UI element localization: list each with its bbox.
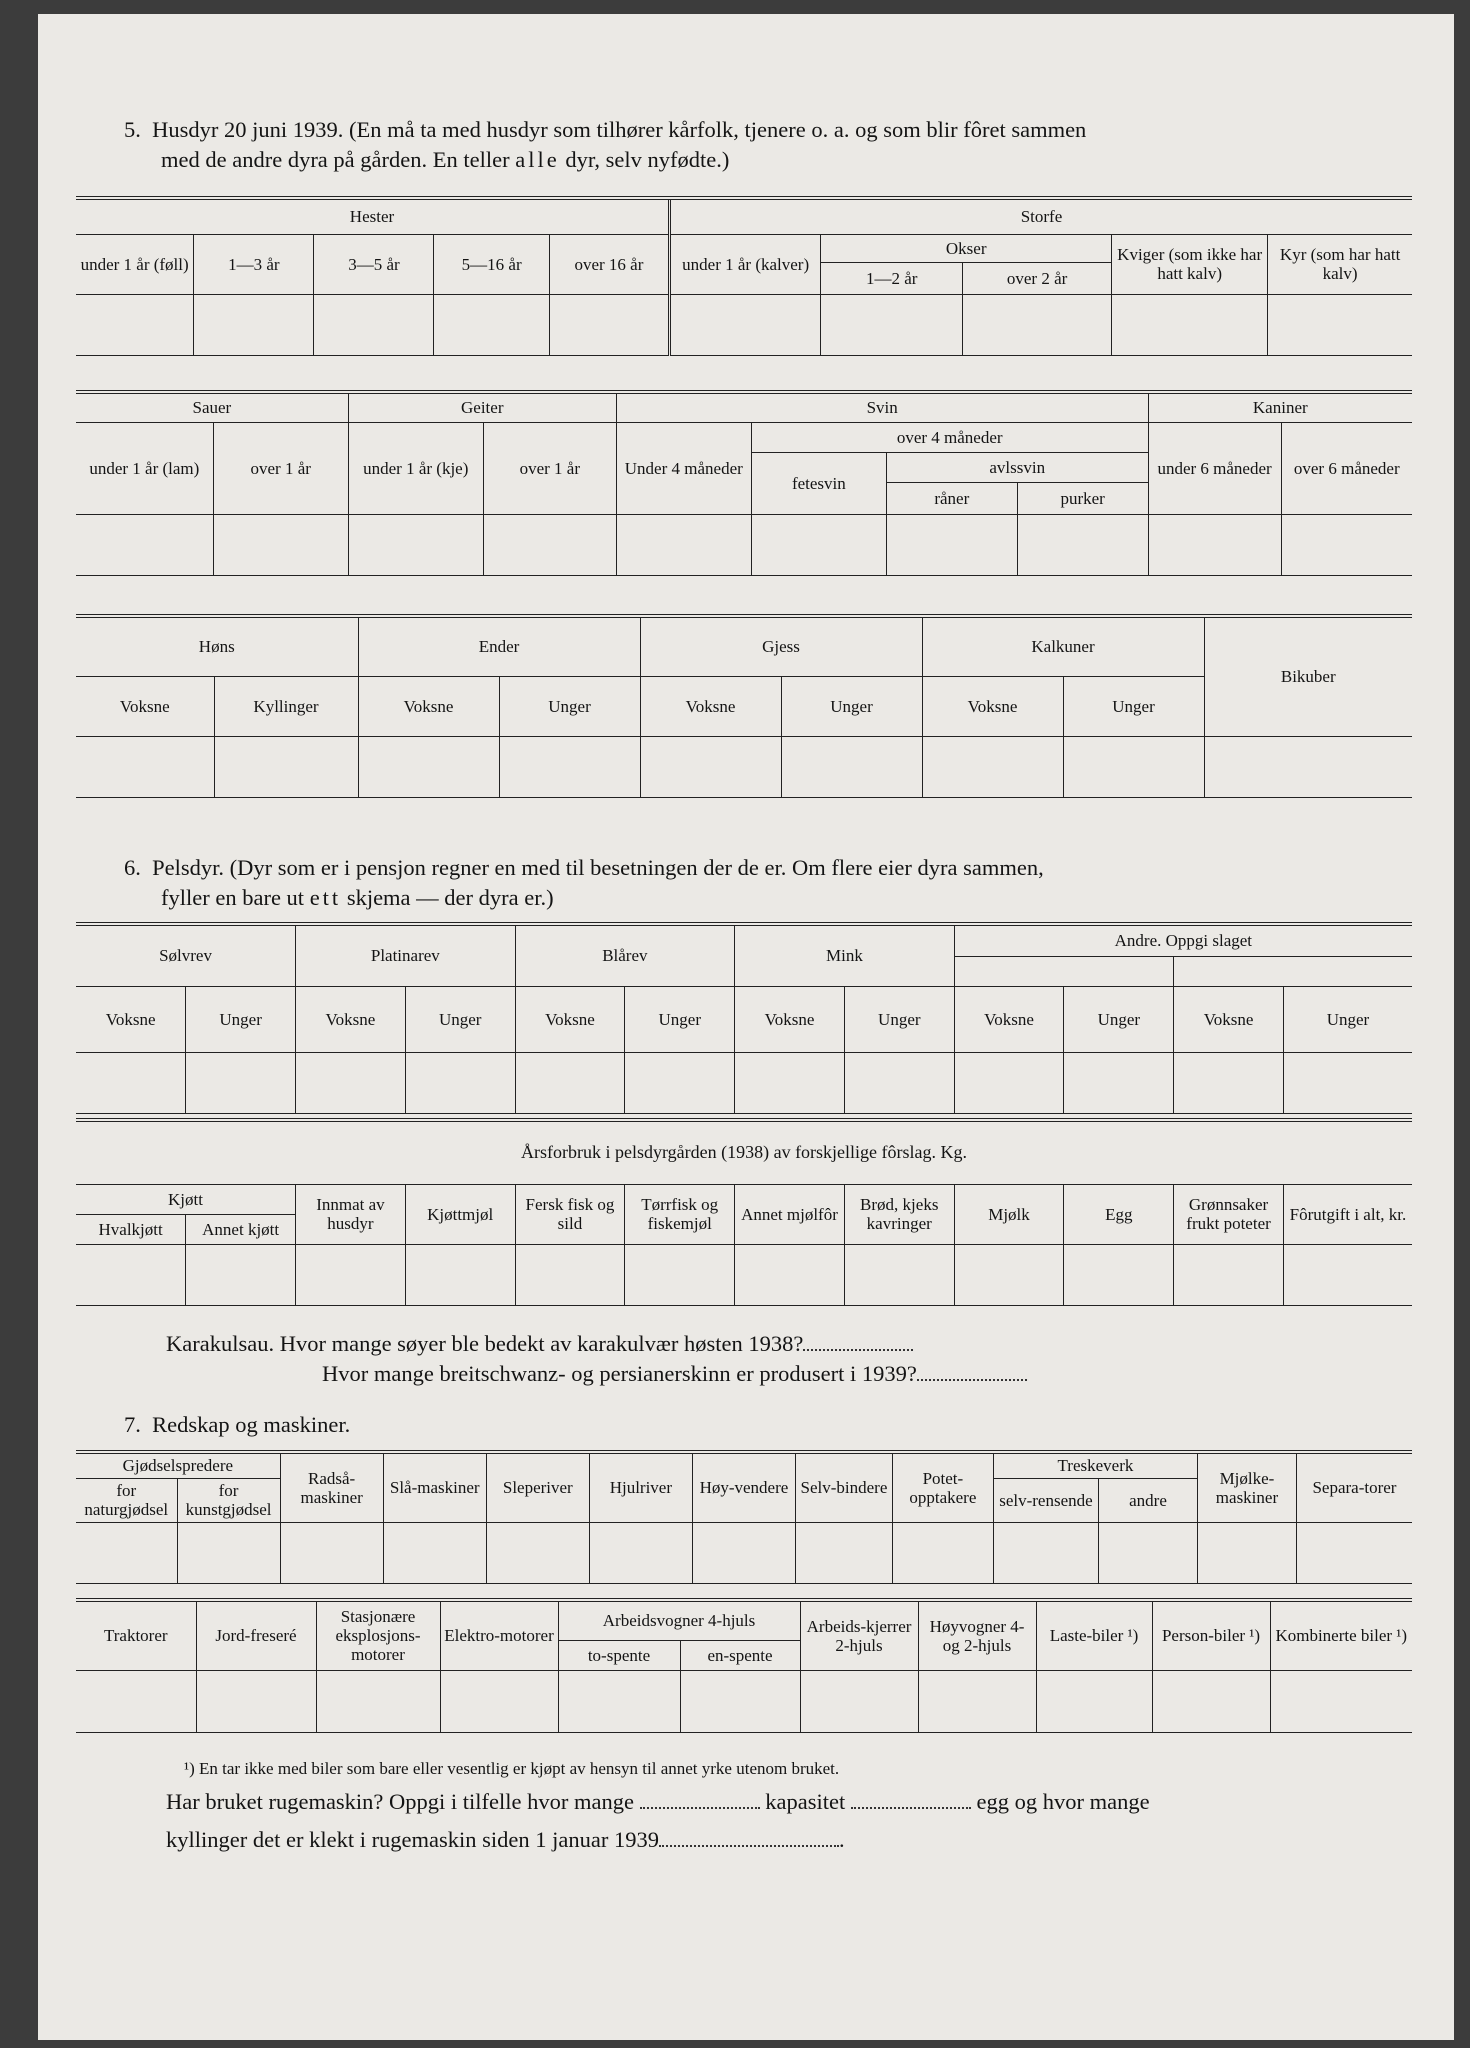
andre-slag-2[interactable] xyxy=(1174,956,1412,986)
input-cell[interactable] xyxy=(1036,1670,1152,1732)
feed-col-torrfisk: Tørrfisk og fiskemjøl xyxy=(625,1184,735,1244)
input-cell[interactable] xyxy=(76,514,213,575)
input-cell[interactable] xyxy=(405,1244,515,1305)
input-cell[interactable] xyxy=(625,1244,735,1305)
col-enspente: en-spente xyxy=(680,1640,800,1670)
input-cell[interactable] xyxy=(844,1244,954,1305)
hester-col-3-5: 3—5 år xyxy=(314,234,434,294)
input-cell[interactable] xyxy=(486,1522,589,1583)
col-unger: Unger xyxy=(405,986,515,1052)
answer-field[interactable] xyxy=(851,1789,971,1809)
hester-col-under1: under 1 år (føll) xyxy=(76,234,194,294)
kalkuner-unger: Unger xyxy=(1063,676,1204,736)
col-jordfresere: Jord-freseré xyxy=(196,1600,316,1670)
input-cell[interactable] xyxy=(800,1670,918,1732)
col-hoyvendere: Høy-vendere xyxy=(692,1452,795,1522)
storfe-col-kviger: Kviger (som ikke har hatt kalv) xyxy=(1112,234,1268,294)
col-voksne: Voksne xyxy=(515,986,625,1052)
svin-col-under4: Under 4 måneder xyxy=(616,422,751,514)
sauer-col-over1: over 1 år xyxy=(213,422,348,514)
input-cell[interactable] xyxy=(680,1670,800,1732)
hons-voksne: Voksne xyxy=(76,676,214,736)
col-elektromotorer: Elektro-motorer xyxy=(440,1600,558,1670)
andre-header: Andre. Oppgi slaget xyxy=(954,924,1412,956)
feed-col-annet-mjolfor: Annet mjølfôr xyxy=(735,1184,845,1244)
input-cell[interactable] xyxy=(954,1052,1064,1113)
okser-col-over2: over 2 år xyxy=(963,262,1112,294)
input-cell[interactable] xyxy=(589,1522,692,1583)
answer-field[interactable] xyxy=(803,1331,913,1351)
input-cell[interactable] xyxy=(76,1522,177,1583)
input-cell[interactable] xyxy=(954,1244,1064,1305)
arsforbruk-header: Årsforbruk i pelsdyrgården (1938) av forskjellige fôrslag. Kg. xyxy=(76,1120,1412,1184)
title-text: dyr, selv nyfødte.) xyxy=(559,147,730,172)
input-cell[interactable] xyxy=(358,736,499,797)
hester-col-5-16: 5—16 år xyxy=(434,234,549,294)
storfe-header: Storfe xyxy=(669,198,1412,234)
input-cell[interactable] xyxy=(918,1670,1036,1732)
question-text: . xyxy=(839,1827,845,1852)
input-cell[interactable] xyxy=(751,514,886,575)
section-5-title-line2 xyxy=(161,144,729,176)
input-cell[interactable] xyxy=(669,294,820,355)
input-cell[interactable] xyxy=(1197,1522,1296,1583)
input-cell[interactable] xyxy=(886,514,1017,575)
svin-col-raner: råner xyxy=(886,482,1017,514)
input-cell[interactable] xyxy=(1281,514,1412,575)
bikuber-header: Bikuber xyxy=(1204,616,1412,736)
table-hester-storfe xyxy=(76,196,1412,356)
svin-over4-header: over 4 måneder xyxy=(751,422,1148,452)
input-cell[interactable] xyxy=(440,1670,558,1732)
input-cell[interactable] xyxy=(1174,1052,1284,1113)
feed-col-forutgift: Fôrutgift i alt, kr. xyxy=(1283,1184,1412,1244)
svin-header: Svin xyxy=(616,392,1148,422)
col-voksne: Voksne xyxy=(735,986,845,1052)
col-personbiler: Person-biler ¹) xyxy=(1152,1600,1270,1670)
col-slamaskiner: Slå-maskiner xyxy=(383,1452,486,1522)
input-cell[interactable] xyxy=(76,736,214,797)
input-cell[interactable] xyxy=(213,514,348,575)
gjess-header: Gjess xyxy=(640,616,922,676)
input-cell[interactable] xyxy=(499,736,640,797)
input-cell[interactable] xyxy=(1148,514,1281,575)
input-cell[interactable] xyxy=(1017,514,1148,575)
input-cell[interactable] xyxy=(186,1052,296,1113)
input-cell[interactable] xyxy=(1296,1522,1412,1583)
kjott-header: Kjøtt xyxy=(76,1184,296,1214)
col-hoyvogner: Høyvogner 4- og 2-hjuls xyxy=(918,1600,1036,1670)
hester-col-over16: over 16 år xyxy=(549,234,669,294)
input-cell[interactable] xyxy=(1268,294,1412,355)
kjott-col-annet: Annet kjøtt xyxy=(186,1214,296,1244)
question-text: kapasitet xyxy=(765,1789,846,1814)
col-unger: Unger xyxy=(1283,986,1412,1052)
feed-col-mjolk: Mjølk xyxy=(954,1184,1064,1244)
col-unger: Unger xyxy=(186,986,296,1052)
ender-voksne: Voksne xyxy=(358,676,499,736)
solvrev-header: Sølvrev xyxy=(76,924,296,986)
input-cell[interactable] xyxy=(348,514,483,575)
feed-col-kjottmjol: Kjøttmjøl xyxy=(405,1184,515,1244)
rugemaskin-question-2 xyxy=(166,1824,845,1856)
input-cell[interactable] xyxy=(844,1052,954,1113)
footnote: ¹) En tar ikke med biler som bare eller vesentlig er kjøpt av hensyn til annet yrke utenom bruket. xyxy=(184,1759,840,1778)
emphasis: alle xyxy=(515,147,560,172)
input-cell[interactable] xyxy=(280,1522,383,1583)
andre-slag-1[interactable] xyxy=(954,956,1174,986)
kaniner-col-under6: under 6 måneder xyxy=(1148,422,1281,514)
feed-col-gronnsaker: Grønnsaker frukt poteter xyxy=(1174,1184,1284,1244)
input-cell[interactable] xyxy=(515,1052,625,1113)
table-sauer-geiter-svin-kaniner xyxy=(76,390,1412,576)
feed-col-egg: Egg xyxy=(1064,1184,1174,1244)
hons-kyllinger: Kyllinger xyxy=(214,676,358,736)
input-cell[interactable] xyxy=(1064,1052,1174,1113)
section-6-title-line1: 6. Pelsdyr. (Dyr som er i pensjon regner en med til besetningen der de er. Om flere eier dyra sammen, xyxy=(124,855,1044,880)
col-andre: andre xyxy=(1099,1478,1198,1522)
input-cell[interactable] xyxy=(1112,294,1268,355)
question-text: egg og hvor mange xyxy=(976,1789,1150,1814)
input-cell[interactable] xyxy=(735,1244,845,1305)
kalkuner-header: Kalkuner xyxy=(922,616,1204,676)
col-lastebiler: Laste-biler ¹) xyxy=(1036,1600,1152,1670)
geiter-header: Geiter xyxy=(348,392,616,422)
feed-col-innmat: Innmat av husdyr xyxy=(296,1184,406,1244)
karakul-question-2 xyxy=(322,1358,1027,1390)
input-cell[interactable] xyxy=(892,1522,993,1583)
input-cell[interactable] xyxy=(549,294,669,355)
table-arsforbruk xyxy=(76,1118,1412,1306)
input-cell[interactable] xyxy=(795,1522,892,1583)
input-cell[interactable] xyxy=(1174,1244,1284,1305)
input-cell[interactable] xyxy=(558,1670,680,1732)
emphasis: ett xyxy=(309,885,342,910)
input-cell[interactable] xyxy=(314,294,434,355)
blarev-header: Blårev xyxy=(515,924,735,986)
gjess-voksne: Voksne xyxy=(640,676,781,736)
input-cell[interactable] xyxy=(1270,1670,1412,1732)
avlssvin-header: avlssvin xyxy=(886,452,1148,482)
section-5-title-line1: 5. Husdyr 20 juni 1939. (En må ta med husdyr som tilhører kårfolk, tjenere o. a. og som blir fôret sammen xyxy=(124,117,1087,142)
input-cell[interactable] xyxy=(76,294,194,355)
col-potetopptakere: Potet-opptakere xyxy=(892,1452,993,1522)
input-cell[interactable] xyxy=(1064,1244,1174,1305)
input-cell[interactable] xyxy=(296,1052,406,1113)
input-cell[interactable] xyxy=(434,294,549,355)
input-cell[interactable] xyxy=(1152,1670,1270,1732)
rugemaskin-question-1 xyxy=(166,1786,1150,1818)
hester-header: Hester xyxy=(76,198,669,234)
table-pelsdyr xyxy=(76,922,1412,1114)
kjott-col-hvalkjott: Hvalkjøtt xyxy=(76,1214,186,1244)
col-unger: Unger xyxy=(844,986,954,1052)
input-cell[interactable] xyxy=(177,1522,280,1583)
input-cell[interactable] xyxy=(316,1670,440,1732)
answer-field[interactable] xyxy=(659,1827,839,1847)
title-text: fyller en bare ut xyxy=(161,885,310,910)
col-selvbindere: Selv-bindere xyxy=(795,1452,892,1522)
question-text: Har bruket rugemaskin? Oppgi i tilfelle hvor mange xyxy=(166,1789,634,1814)
svin-col-purker: purker xyxy=(1017,482,1148,514)
feed-col-fersk-fisk: Fersk fisk og sild xyxy=(515,1184,625,1244)
mink-header: Mink xyxy=(735,924,955,986)
col-mjolkemaskiner: Mjølke-maskiner xyxy=(1197,1452,1296,1522)
col-stasjonaere: Stasjonære eksplosjons-motorer xyxy=(316,1600,440,1670)
input-cell[interactable] xyxy=(993,1522,1098,1583)
input-cell[interactable] xyxy=(194,294,314,355)
platinarev-header: Platinarev xyxy=(296,924,516,986)
col-voksne: Voksne xyxy=(1174,986,1284,1052)
storfe-col-kyr: Kyr (som har hatt kalv) xyxy=(1268,234,1412,294)
col-unger: Unger xyxy=(625,986,735,1052)
col-traktorer: Traktorer xyxy=(76,1600,196,1670)
form-page xyxy=(38,14,1454,2040)
gjess-unger: Unger xyxy=(781,676,922,736)
input-cell[interactable] xyxy=(640,736,781,797)
input-cell[interactable] xyxy=(1063,736,1204,797)
storfe-col-kalver: under 1 år (kalver) xyxy=(669,234,820,294)
ender-unger: Unger xyxy=(499,676,640,736)
input-cell[interactable] xyxy=(781,736,922,797)
ender-header: Ender xyxy=(358,616,640,676)
col-arbeidskjerrer: Arbeids-kjerrer 2-hjuls xyxy=(800,1600,918,1670)
col-unger: Unger xyxy=(1064,986,1174,1052)
col-voksne: Voksne xyxy=(954,986,1064,1052)
title-text: skjema — der dyra er.) xyxy=(341,885,554,910)
input-cell[interactable] xyxy=(405,1052,515,1113)
section-6-title-line2 xyxy=(161,882,554,914)
okser-col-1-2: 1—2 år xyxy=(821,262,963,294)
answer-field[interactable] xyxy=(640,1789,760,1809)
answer-field[interactable] xyxy=(917,1361,1027,1381)
col-hjulriver: Hjulriver xyxy=(589,1452,692,1522)
input-cell[interactable] xyxy=(692,1522,795,1583)
input-cell[interactable] xyxy=(186,1244,296,1305)
hester-col-1-3: 1—3 år xyxy=(194,234,314,294)
okser-header: Okser xyxy=(821,234,1112,262)
input-cell[interactable] xyxy=(735,1052,845,1113)
hons-header: Høns xyxy=(76,616,358,676)
col-kombinerte-biler: Kombinerte biler ¹) xyxy=(1270,1600,1412,1670)
table-fjorfe xyxy=(76,614,1412,798)
col-voksne: Voksne xyxy=(76,986,186,1052)
col-tospente: to-spente xyxy=(558,1640,680,1670)
gjodselspredere-header: Gjødselspredere xyxy=(76,1452,280,1478)
geiter-col-over1: over 1 år xyxy=(483,422,616,514)
input-cell[interactable] xyxy=(821,294,963,355)
sauer-col-under1: under 1 år (lam) xyxy=(76,422,213,514)
input-cell[interactable] xyxy=(296,1244,406,1305)
treskeverk-header: Treskeverk xyxy=(993,1452,1197,1478)
feed-col-brod: Brød, kjeks kavringer xyxy=(844,1184,954,1244)
input-cell[interactable] xyxy=(1099,1522,1198,1583)
input-cell[interactable] xyxy=(76,1670,196,1732)
input-cell[interactable] xyxy=(616,514,751,575)
svin-col-fetesvin: fetesvin xyxy=(751,452,886,514)
col-selvrensende: selv-rensende xyxy=(993,1478,1098,1522)
input-cell[interactable] xyxy=(76,1244,186,1305)
question-text: Karakulsau. Hvor mange søyer ble bedekt av karakulvær høsten 1938? xyxy=(166,1331,804,1356)
sauer-header: Sauer xyxy=(76,392,348,422)
arbeidsvogner-header: Arbeidsvogner 4-hjuls xyxy=(558,1600,800,1640)
input-cell[interactable] xyxy=(625,1052,735,1113)
table-redskap xyxy=(76,1450,1412,1584)
col-naturgjodsel: for naturgjødsel xyxy=(76,1478,177,1522)
input-cell[interactable] xyxy=(1283,1244,1412,1305)
question-text: kyllinger det er klekt i rugemaskin siden 1 januar 1939 xyxy=(166,1827,660,1852)
input-cell[interactable] xyxy=(922,736,1063,797)
input-cell[interactable] xyxy=(1283,1052,1412,1113)
kaniner-col-over6: over 6 måneder xyxy=(1281,422,1412,514)
input-cell[interactable] xyxy=(515,1244,625,1305)
col-sleperiver: Sleperiver xyxy=(486,1452,589,1522)
col-radsamaskiner: Radså-maskiner xyxy=(280,1452,383,1522)
col-separatorer: Separa-torer xyxy=(1296,1452,1412,1522)
section-7-title: 7. Redskap og maskiner. xyxy=(124,1412,351,1437)
col-kunstgjodsel: for kunstgjødsel xyxy=(177,1478,280,1522)
col-voksne: Voksne xyxy=(296,986,406,1052)
input-cell[interactable] xyxy=(1204,736,1412,797)
kalkuner-voksne: Voksne xyxy=(922,676,1063,736)
title-text: med de andre dyra på gården. En teller xyxy=(161,147,516,172)
input-cell[interactable] xyxy=(76,1052,186,1113)
table-kjoretoy xyxy=(76,1598,1412,1733)
input-cell[interactable] xyxy=(214,736,358,797)
geiter-col-under1: under 1 år (kje) xyxy=(348,422,483,514)
karakul-question-1 xyxy=(166,1328,913,1360)
input-cell[interactable] xyxy=(483,514,616,575)
kaniner-header: Kaniner xyxy=(1148,392,1412,422)
input-cell[interactable] xyxy=(963,294,1112,355)
input-cell[interactable] xyxy=(196,1670,316,1732)
input-cell[interactable] xyxy=(383,1522,486,1583)
question-text: Hvor mange breitschwanz- og persianerskinn er produsert i 1939? xyxy=(322,1361,917,1386)
